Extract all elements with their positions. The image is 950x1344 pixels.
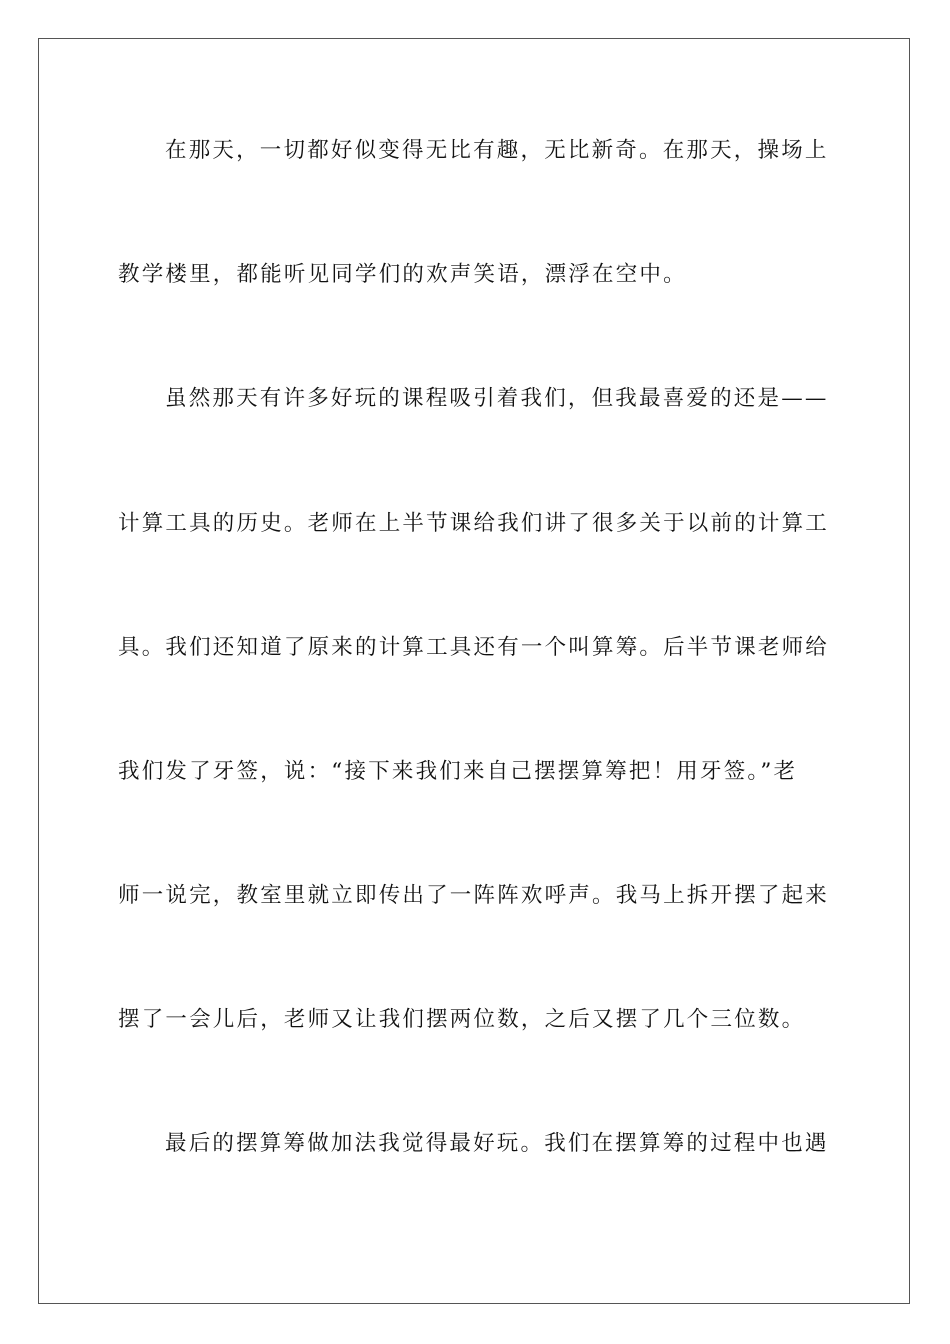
page-border	[38, 38, 910, 1304]
text-line: 计算工具的历史。老师在上半节课给我们讲了很多关于以前的计算工	[118, 511, 830, 536]
text-line: 虽然那天有许多好玩的课程吸引着我们，但我最喜爱的还是——	[165, 386, 829, 411]
text-line: 摆了一会儿后，老师又让我们摆两位数，之后又摆了几个三位数。	[118, 1007, 806, 1032]
text-line: 最后的摆算筹做加法我觉得最好玩。我们在摆算筹的过程中也遇	[165, 1131, 829, 1156]
text-line: 师一说完，教室里就立即传出了一阵阵欢呼声。我马上拆开摆了起来	[118, 883, 830, 908]
text-line: 我们发了牙签，说：“接下来我们来自己摆摆算筹把！用牙签。”老	[118, 759, 798, 784]
text-line: 教学楼里，都能听见同学们的欢声笑语，漂浮在空中。	[118, 262, 687, 287]
text-line: 在那天，一切都好似变得无比有趣，无比新奇。在那天，操场上	[165, 138, 829, 163]
text-line: 具。我们还知道了原来的计算工具还有一个叫算筹。后半节课老师给	[118, 635, 830, 660]
